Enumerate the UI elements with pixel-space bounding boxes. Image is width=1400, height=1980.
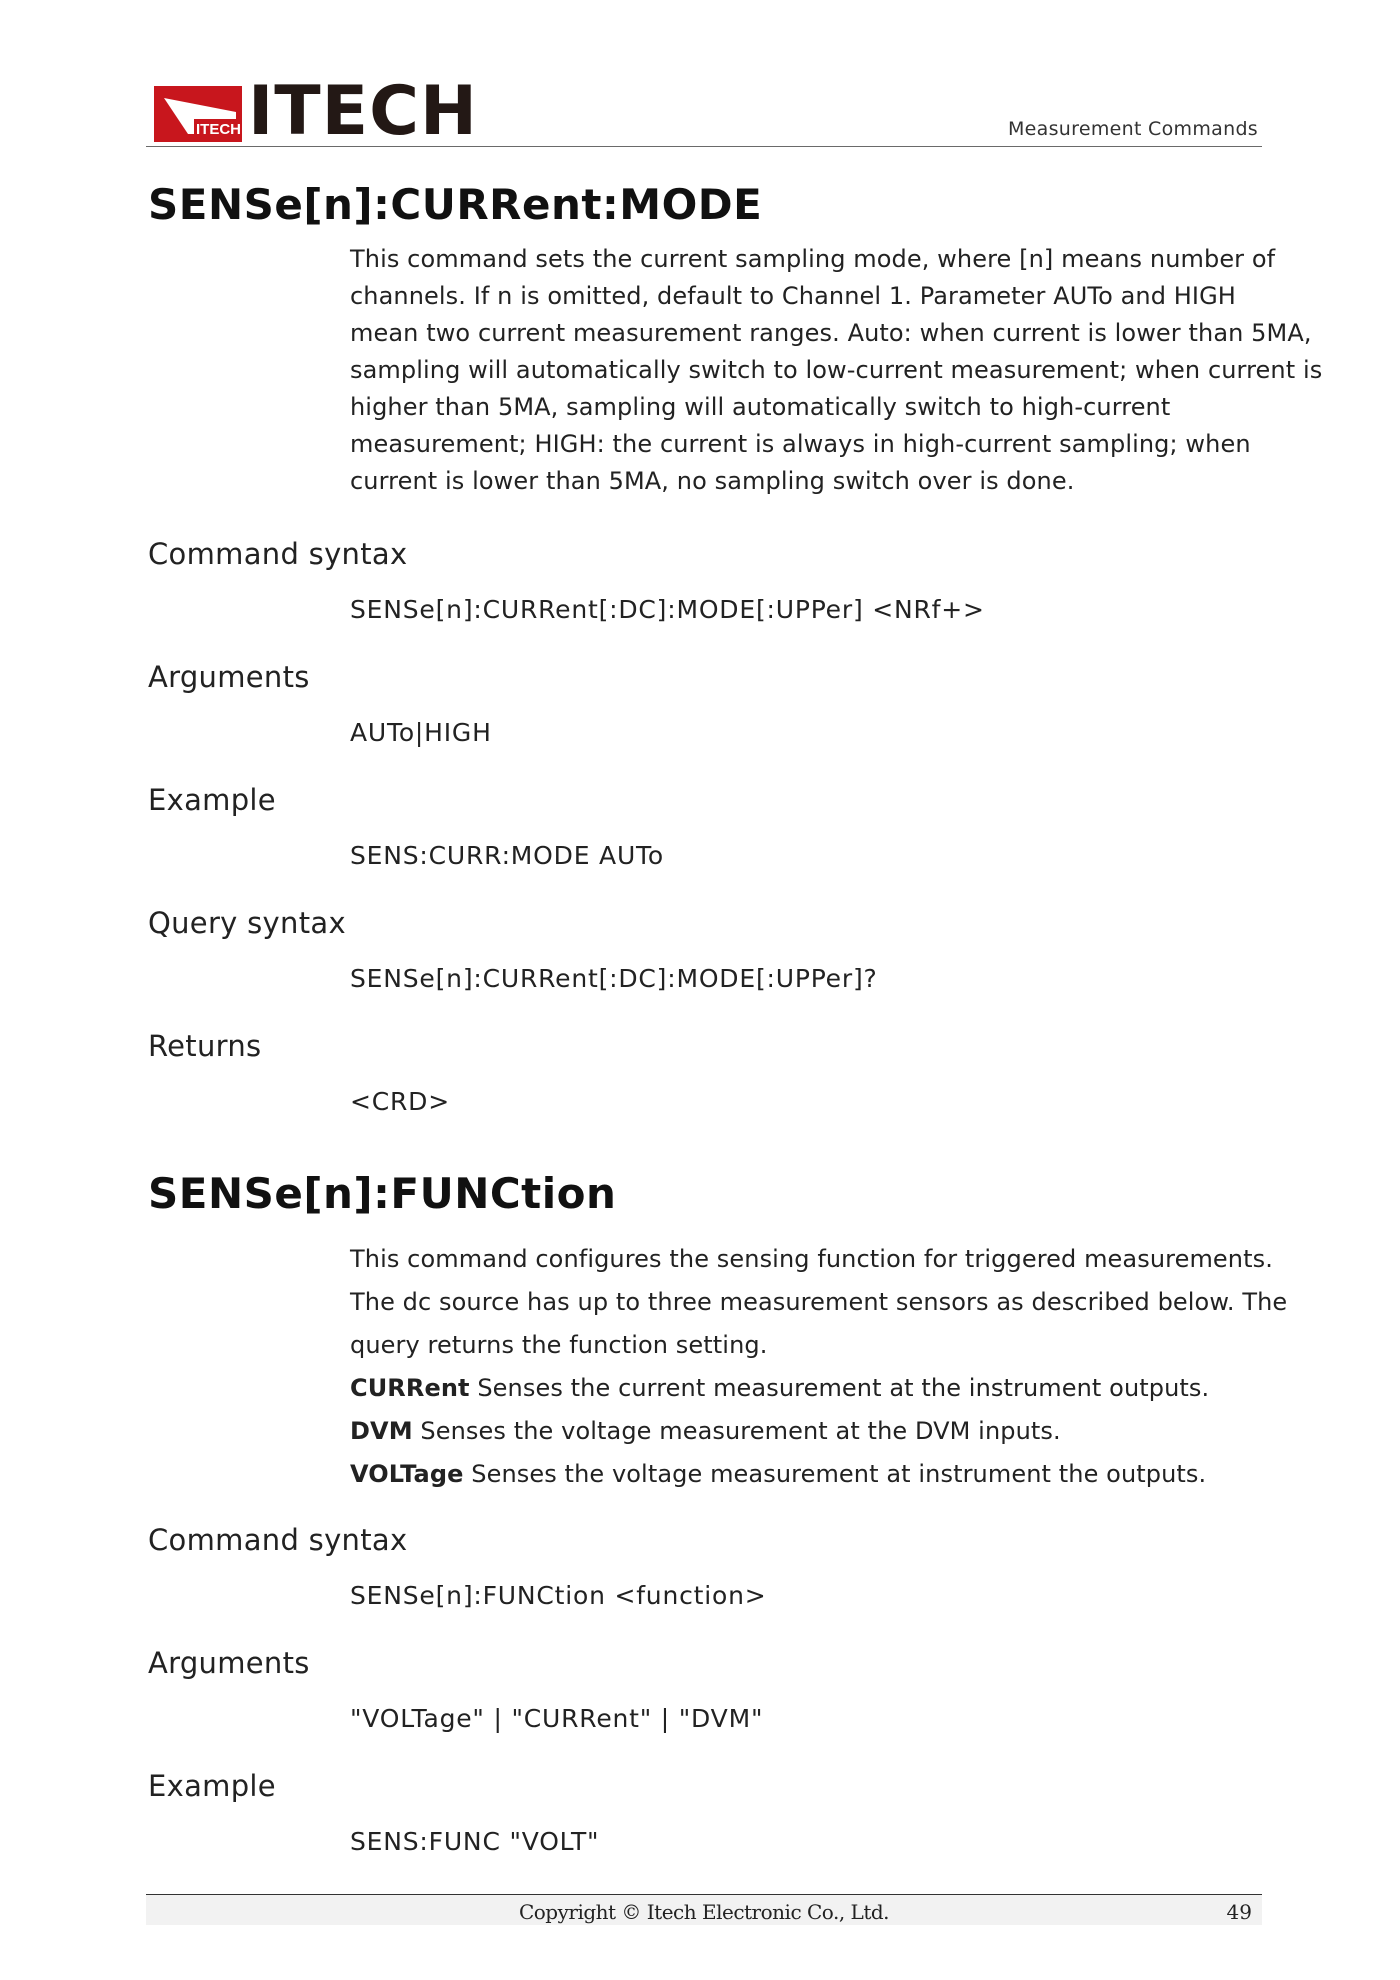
arguments-value: "VOLTage" | "CURRent" | "DVM": [350, 1704, 764, 1733]
description-line: measurement; HIGH: the current is always in high-current sampling; when: [350, 430, 1251, 458]
description-line: channels. If n is omitted, default to Channel 1. Parameter AUTo and HIGH: [350, 282, 1236, 310]
description-line: The dc source has up to three measurement sensors as described below. The: [350, 1288, 1288, 1316]
function-text: Senses the current measurement at the instrument outputs.: [469, 1374, 1210, 1402]
arguments-label: Arguments: [148, 1646, 310, 1680]
function-text: Senses the voltage measurement at instrument the outputs.: [463, 1460, 1207, 1488]
example-value: SENS:FUNC "VOLT": [350, 1827, 600, 1856]
section-title: Measurement Commands: [1007, 118, 1258, 140]
function-item-dvm: [350, 1410, 1262, 1453]
function-text: Senses the voltage measurement at the DVM inputs.: [412, 1417, 1061, 1445]
itech-logo: [154, 72, 478, 151]
description-line: sampling will automatically switch to low-current measurement; when current is: [350, 356, 1323, 384]
description-line: This command configures the sensing function for triggered measurements.: [350, 1245, 1273, 1273]
description-line: query returns the function setting.: [350, 1331, 768, 1359]
returns-value: <CRD>: [350, 1087, 450, 1116]
command-syntax-label: Command syntax: [148, 1523, 408, 1557]
query-syntax-value: SENSe[n]:CURRent[:DC]:MODE[:UPPer]?: [350, 964, 878, 993]
page-number: 49: [1226, 1900, 1252, 1924]
command-syntax-label: Command syntax: [148, 537, 408, 571]
logo-word: ITECH: [248, 72, 478, 151]
page-header: [146, 72, 1262, 151]
command-title-function: SENSe[n]:FUNCtion: [148, 1169, 617, 1218]
command-syntax-value: SENSe[n]:FUNCtion <function>: [350, 1581, 767, 1610]
description-line: This command sets the current sampling mode, where [n] means number of: [350, 245, 1276, 273]
query-syntax-label: Query syntax: [148, 906, 346, 940]
command-description: [350, 241, 1323, 500]
description-line: mean two current measurement ranges. Auto: when current is lower than 5MA,: [350, 319, 1312, 347]
logo-small-text: ITECH: [196, 121, 241, 138]
function-keyword: DVM: [350, 1417, 413, 1445]
command-description: [350, 1238, 1288, 1496]
page-footer: [146, 1894, 1262, 1925]
itech-logo-mark-icon: [154, 86, 242, 142]
description-line: higher than 5MA, sampling will automatically switch to high-current: [350, 393, 1171, 421]
function-item-voltage: [350, 1453, 1262, 1496]
command-title-current-mode: SENSe[n]:CURRent:MODE: [148, 180, 763, 229]
description-line: current is lower than 5MA, no sampling switch over is done.: [350, 467, 1075, 495]
function-keyword: CURRent: [350, 1374, 470, 1402]
arguments-label: Arguments: [148, 660, 310, 694]
example-label: Example: [148, 1769, 276, 1803]
function-keyword: VOLTage: [350, 1460, 464, 1488]
arguments-value: AUTo|HIGH: [350, 718, 492, 747]
command-syntax-value: SENSe[n]:CURRent[:DC]:MODE[:UPPer] <NRf+>: [350, 595, 985, 624]
example-value: SENS:CURR:MODE AUTo: [350, 841, 664, 870]
example-label: Example: [148, 783, 276, 817]
function-item-current: [350, 1367, 1262, 1410]
returns-label: Returns: [148, 1029, 262, 1063]
copyright-text: Copyright © Itech Electronic Co., Ltd.: [518, 1900, 890, 1924]
